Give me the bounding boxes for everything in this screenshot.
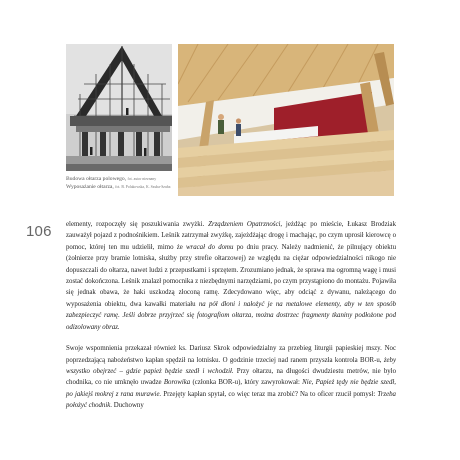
page-number: 106 [26,223,52,240]
photo-altar-equipment [178,44,394,196]
photo-captions [66,175,176,191]
italic-text-run: na pół dłoni i nałożyć je na metalowe elementy, aby w ten sposób zabezpieczyć ramę. Jeśli dobrze przyjrzeć się fotografiom ołtarza, można dostrzec fragmenty tkaniny podłożone pod odizolowany obraz. [66,300,397,331]
text-run: elementy, rozpoczęły się poszukiwania zwyżki. [66,221,209,228]
altar-photo-image [178,44,394,196]
text-run: (członka BOR-u), który zawyrokował: [190,379,303,387]
caption-equipment-text: Wyposażanie ołtarza, [66,184,116,190]
text-run: . Duchowny [110,402,144,410]
construction-photo-image [66,44,172,171]
italic-text-run: żeby wszystko obejrzeć – gdzie papież będzie szedł i wchodził. [66,356,396,376]
body-text [66,219,396,412]
paragraph-1 [66,219,396,333]
paragraph-2 [66,343,396,411]
text-run: Przejęty kapłan spytał, co więc teraz ma zrobić? Na to oficer rzucił pomysł: [161,390,378,398]
italic-text-run: Borowika [163,379,191,387]
italic-text-run: wracał do domu [185,243,234,251]
text-run: Przy ołtarzu, na długości dwudziestu metrów, nie było chodnika, co nie umknęło uwadze [66,368,396,387]
caption-construction-credit: fot. autor nieznany [127,177,157,181]
text-run: po dniu pracy. Należy nadmienić, że pilnujący obiektu (żołnierze przy bramie lotniska, służby przy strefie ołtarzowej) ze względu na ciężar odpowiedzialności nikogo nie dopuszczali do ołtarza, nawet ludzi z przepustkami i sprzętem. Zrozumiano jednak, że sprawa ma ogromną wagę i musi zostać dokończona. Leśnik znalazł pomocnika z niezbędnymi narzędziami, po czym przystąpiono do montażu. Pojawiła się jednak obawa, że haki uszkodzą złoconą ramę. Zdecydowano więc, aby odciąć z dywanu, należącego do wyposażenia obiektu, dwa kawałki materiału [66,243,397,308]
caption-construction-text: Budowa ołtarza polowego, [66,176,128,182]
italic-text-run: Zrządzeniem Opatrzności [208,221,281,228]
caption-equipment-credit: fot. B. Polakowska, K. Szuba-Szuba [115,185,171,189]
caption-equipment [66,183,176,191]
caption-construction [66,175,176,183]
italic-text-run: Trzeba położyć chodnik [66,390,396,410]
text-run: Swoje wspomnienia przekazał również ks. Dariusz Skrok odpowiedzialny za przebieg liturgii papieskiej mszy. Noc poprzedzającą nabożeństwo kapłan spędził na lotnisku. O godzinie trzeciej nad ranem przyszła kontrola BOR-u, [66,345,396,364]
italic-text-run: Nie, Papież tędy nie będzie szedł, po jakiejś mokrej z rana murawie. [66,379,396,398]
photo-altar-construction [66,44,172,171]
text-run: , jeżdżąc po mieście, Łukasz Brodziak zauważył pojazd z podnośnikiem. Leśnik zatrzymał zwyżkę, zajeżdżając drogę i machając, po czym uprosił kierowcę o pomoc, której ten mu udzielił, mimo że [66,221,396,251]
